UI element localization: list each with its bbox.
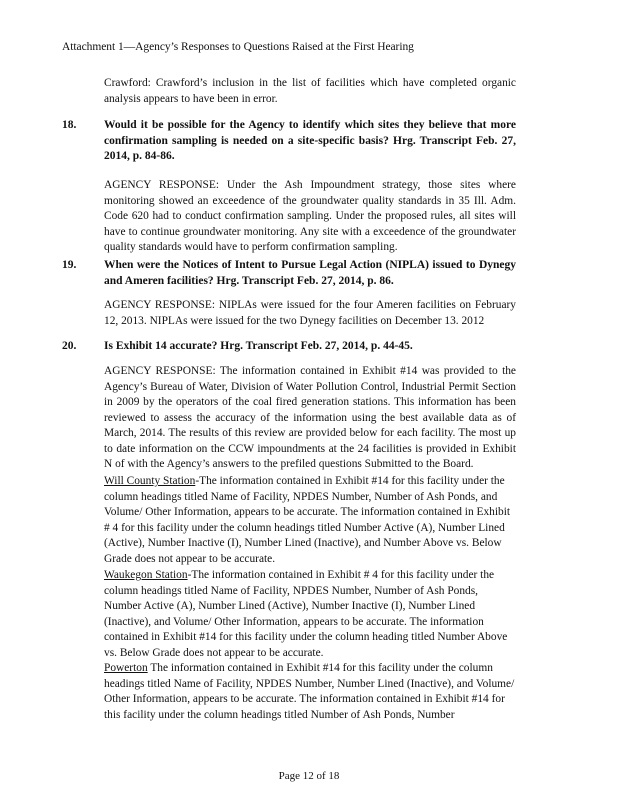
facility-name: Powerton	[104, 662, 148, 674]
question-number: 19.	[62, 259, 77, 271]
question-20	[62, 339, 516, 355]
agency-response-19: AGENCY RESPONSE: NIPLAs were issued for the four Ameren facilities on February 12, 2013. NIPLAs were issued for the two Dynegy facilities on December 13. 2012	[104, 299, 516, 327]
facility-paragraph-waukegon	[104, 568, 516, 661]
page-header: Attachment 1—Agency’s Responses to Questions Raised at the First Hearing	[62, 41, 414, 53]
question-number: 18.	[62, 119, 77, 131]
facility-text: -The information contained in Exhibit #14 for this facility under the column headings titled Name of Facility, NPDES Number, Number of Ash Ponds, and Volume/ Other Information, appears to be accurate. The information contained in Exhibit # 4 for this facility under the column headings titled Number Active (A), Number Lined (Active), Number Inactive (I), Number Lined (Inactive), and Number Above vs. Below Grade does not appear to be accurate.	[104, 475, 511, 565]
question-text: Would it be possible for the Agency to identify which sites they believe that more confirmation sampling is needed on a site-specific basis? Hrg. Transcript Feb. 27, 2014, p. 84-86.	[104, 119, 516, 162]
question-text: When were the Notices of Intent to Pursue Legal Action (NIPLA) issued to Dynegy and Ameren facilities? Hrg. Transcript Feb. 27, 2014, p. 86.	[104, 259, 516, 287]
facility-name: Will County Station	[104, 475, 196, 487]
question-18	[62, 118, 516, 166]
question-number: 20.	[62, 340, 77, 352]
facility-paragraph-will-county	[104, 474, 516, 567]
question-text: Is Exhibit 14 accurate? Hrg. Transcript Feb. 27, 2014, p. 44-45.	[104, 340, 413, 352]
agency-response-20: AGENCY RESPONSE: The information contained in Exhibit #14 was provided to the Agency’s Bureau of Water, Division of Water Pollution Control, Industrial Permit Section in 2009 by the operators of the coal fired generation stations. This information has been reviewed to assess the accuracy of the information using the best available data as of March, 2014. The results of this review are provided below for each facility. The most up to date information on the CCW impoundments at the 24 facilities is provided in Exhibit N of with the Agency’s answers to the prefiled questions Submitted to the Board.	[104, 365, 516, 470]
continuation-paragraph: Crawford: Crawford’s inclusion in the list of facilities which have completed organic analysis appears to have been in error.	[104, 77, 516, 105]
agency-response-18: AGENCY RESPONSE: Under the Ash Impoundment strategy, those sites where monitoring showed an exceedence of the groundwater quality standards in 35 Ill. Adm. Code 620 had to conduct confirmation sampling. Under the proposed rules, all sites will have to continue groundwater monitoring. Any site with a exceedence of the groundwater quality standards would have to perform confirmation sampling.	[104, 179, 516, 253]
question-19	[62, 258, 516, 290]
facility-paragraph-powerton	[104, 661, 516, 723]
facility-name: Waukegon Station	[104, 569, 188, 581]
page-number: Page 12 of 18	[278, 770, 340, 782]
facility-text: -The information contained in Exhibit # 4 for this facility under the column headings titled Name of Facility, NPDES Number, Number of Ash Ponds, Number Active (A), Number Lined (Active), Number Inactive (I), Number Lined (Inactive), and Volume/ Other Information, appears to be accurate. The information contained in Exhibit #14 for this facility under the column heading titled Number Above vs. Below Grade does not appear to be accurate.	[104, 569, 508, 659]
facility-text: The information contained in Exhibit #14 for this facility under the column headings titled Name of Facility, NPDES Number, Number Lined (Inactive), and Volume/ Other Information, appears to be accurate. The information contained in Exhibit #14 for this facility under the column headings titled Number of Ash Ponds, Number	[104, 662, 515, 721]
